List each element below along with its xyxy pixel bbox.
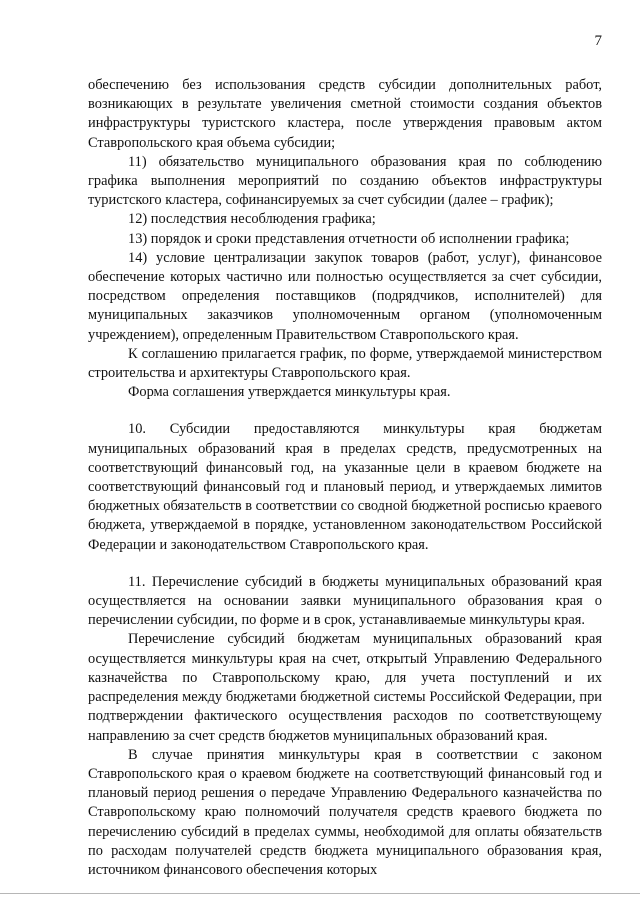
paragraph-transfer-account: Перечисление субсидий бюджетам муниципальных образований края осуществляется минкультуры края на счет, открытый Управлению Федерального казначейства по Ставропольскому краю, для учета поступлений и их распределения между бюджетами бюджетной системы Российской Федерации, при подтверждении фактического осуществления расходов по соответствующему направлению за счет средств бюджетов муниципальных образований края. (88, 631, 602, 744)
list-item-11: 11) обязательство муниципального образования края по соблюдению графика выполнения мероприятий по созданию объектов инфраструктуры туристского кластера, софинансируемых за счет субсидии (далее – график); (88, 153, 602, 209)
list-item-14: 14) условие централизации закупок товаров (работ, услуг), финансовое обеспечение которых частично или полностью осуществляется за счет субсидии, посредством определения поставщиков (подрядчиков, исполнителей) для муниципальных заказчиков уполномоченным органом (уполномоченным учреждением), определенным Правительством Ставропольского края. (88, 249, 602, 343)
paragraph-agreement-form: Форма соглашения утверждается минкультуры края. (128, 384, 451, 401)
paragraph-treasury-powers: В случае принятия минкультуры края в соответствии с законом Ставропольского края о краевом бюджете на соответствующий финансовый год и плановый период решения о передаче Управлению Федерального казначейства по Ставропольскому краю полномочий получателя средств краевого бюджета по перечислению субсидий в пределах суммы, необходимой для оплаты обязательств по расходам получателей средств бюджета муниципального образования края, источником финансового обеспечения которых (88, 746, 602, 878)
bottom-scan-line (0, 893, 640, 894)
paragraph-continuation: обеспечению без использования средств субсидии дополнительных работ, возникающих в результате увеличения сметной стоимости создания объектов инфраструктуры туристского кластера, после утверждения правовым актом Ставропольского края объема субсидии; (88, 77, 602, 151)
section-11: 11. Перечисление субсидий в бюджеты муниципальных образований края осуществляется на основании заявки муниципального образования края о перечислении субсидии, по форме и в срок, устанавливаемые минкультуры края. (88, 573, 602, 629)
list-item-13: 13) порядок и сроки представления отчетности об исполнении графика; (128, 230, 570, 247)
section-10: 10. Субсидии предоставляются минкультуры края бюджетам муниципальных образований края в пределах средств, предусмотренных на соответствующий финансовый год, на указанные цели в краевом бюджете на соответствующий финансовый год и плановый период, и утверждаемых лимитов бюджетных обязательств в соответствии со сводной бюджетной росписью краевого бюджета, утверждаемой в порядке, установленном законодательством Российской Федерации и законодательством Ставропольского края. (88, 421, 602, 553)
paragraph-schedule-attachment: К соглашению прилагается график, по форме, утверждаемой министерством строительства и архитектуры Ставропольского края. (88, 345, 602, 382)
page-number: 7 (594, 33, 602, 49)
list-item-12: 12) последствия несоблюдения графика; (128, 211, 376, 228)
document-body (88, 76, 602, 880)
